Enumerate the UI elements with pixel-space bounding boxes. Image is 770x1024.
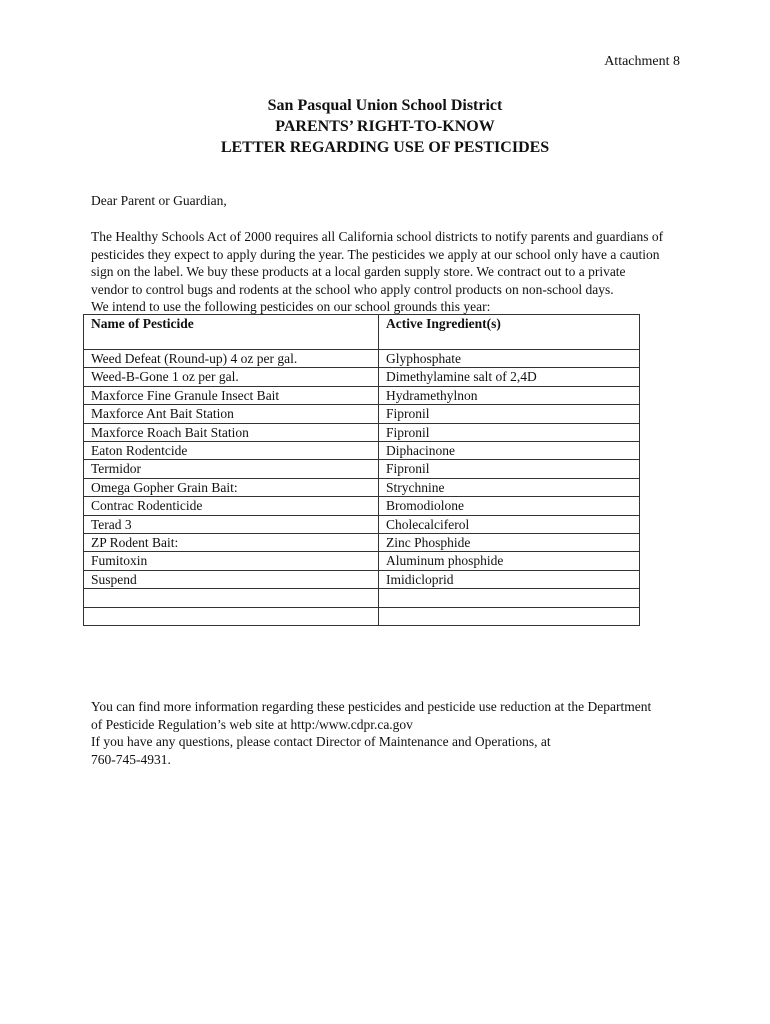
active-ingredient-cell: Glyphosphate: [379, 350, 640, 368]
title-line-3: LETTER REGARDING USE OF PESTICIDES: [220, 139, 550, 156]
pesticide-name-cell: Maxforce Ant Bait Station: [84, 405, 379, 423]
document-title: [0, 95, 770, 158]
pesticide-name-cell: Suspend: [84, 570, 379, 588]
active-ingredient-cell: Zinc Phosphide: [379, 534, 640, 552]
table-row-empty: [84, 589, 640, 607]
footer-paragraph: [91, 698, 691, 768]
intro-line: The Healthy Schools Act of 2000 requires all California school districts to notify parents and guardians of: [91, 229, 664, 244]
pesticide-table: [83, 314, 640, 626]
salutation: Dear Parent or Guardian,: [91, 193, 227, 208]
pesticide-name-cell: Omega Gopher Grain Bait:: [84, 478, 379, 496]
intro-line: pesticides they expect to apply during the year. The pesticides we apply at our school only have a caution: [91, 246, 660, 262]
table-row: [84, 350, 640, 368]
active-ingredient-cell: Bromodiolone: [379, 497, 640, 515]
intro-paragraph: [91, 228, 691, 316]
active-ingredient-cell: Hydramethylnon: [379, 386, 640, 404]
active-ingredient-cell: Imidicloprid: [379, 570, 640, 588]
footer-line: of Pesticide Regulation’s web site at http:/www.cdpr.ca.gov: [91, 716, 413, 732]
footer-line: If you have any questions, please contact Director of Maintenance and Operations, at: [91, 734, 551, 749]
intro-line: sign on the label. We buy these products at a local garden supply store. We contract out to a private: [91, 264, 626, 279]
footer-line: You can find more information regarding these pesticides and pesticide use reduction at the Department: [91, 699, 652, 714]
table-row: [84, 405, 640, 423]
empty-cell: [84, 589, 379, 607]
table-row: [84, 423, 640, 441]
table-row: [84, 386, 640, 404]
active-ingredient-cell: Fipronil: [379, 460, 640, 478]
active-ingredient-cell: Dimethylamine salt of 2,4D: [379, 368, 640, 386]
table-row: [84, 478, 640, 496]
district-name: San Pasqual Union School District: [267, 97, 503, 114]
table-row-empty: [84, 607, 640, 625]
intro-line: vendor to control bugs and rodents at the school who apply control products on non-school days.: [91, 281, 614, 297]
pesticide-name-cell: Contrac Rodenticide: [84, 497, 379, 515]
active-ingredient-cell: Strychnine: [379, 478, 640, 496]
header-active-ingredient: Active Ingredient(s): [379, 315, 640, 350]
pesticide-name-cell: ZP Rodent Bait:: [84, 534, 379, 552]
table-row: [84, 570, 640, 588]
pesticide-name-cell: Maxforce Roach Bait Station: [84, 423, 379, 441]
table-row: [84, 442, 640, 460]
title-line-2: PARENTS’ RIGHT-TO-KNOW: [275, 118, 495, 135]
table-row: [84, 534, 640, 552]
pesticide-name-cell: Maxforce Fine Granule Insect Bait: [84, 386, 379, 404]
active-ingredient-cell: Diphacinone: [379, 442, 640, 460]
table-row: [84, 552, 640, 570]
table-row: [84, 497, 640, 515]
empty-cell: [379, 607, 640, 625]
table-row: [84, 368, 640, 386]
contact-phone: 760-745-4931.: [91, 751, 171, 767]
pesticide-name-cell: Weed-B-Gone 1 oz per gal.: [84, 368, 379, 386]
active-ingredient-cell: Fipronil: [379, 405, 640, 423]
pesticide-name-cell: Terad 3: [84, 515, 379, 533]
active-ingredient-cell: Aluminum phosphide: [379, 552, 640, 570]
pesticide-name-cell: Fumitoxin: [84, 552, 379, 570]
intro-line: We intend to use the following pesticides on our school grounds this year:: [91, 299, 491, 314]
empty-cell: [84, 607, 379, 625]
pesticide-name-cell: Eaton Rodentcide: [84, 442, 379, 460]
attachment-label: Attachment 8: [604, 54, 680, 69]
active-ingredient-cell: Fipronil: [379, 423, 640, 441]
pesticide-name-cell: Termidor: [84, 460, 379, 478]
table-row: [84, 460, 640, 478]
header-pesticide-name: Name of Pesticide: [84, 315, 379, 350]
pesticide-name-cell: Weed Defeat (Round-up) 4 oz per gal.: [84, 350, 379, 368]
table-row: [84, 515, 640, 533]
active-ingredient-cell: Cholecalciferol: [379, 515, 640, 533]
table-header-row: [84, 315, 640, 350]
empty-cell: [379, 589, 640, 607]
